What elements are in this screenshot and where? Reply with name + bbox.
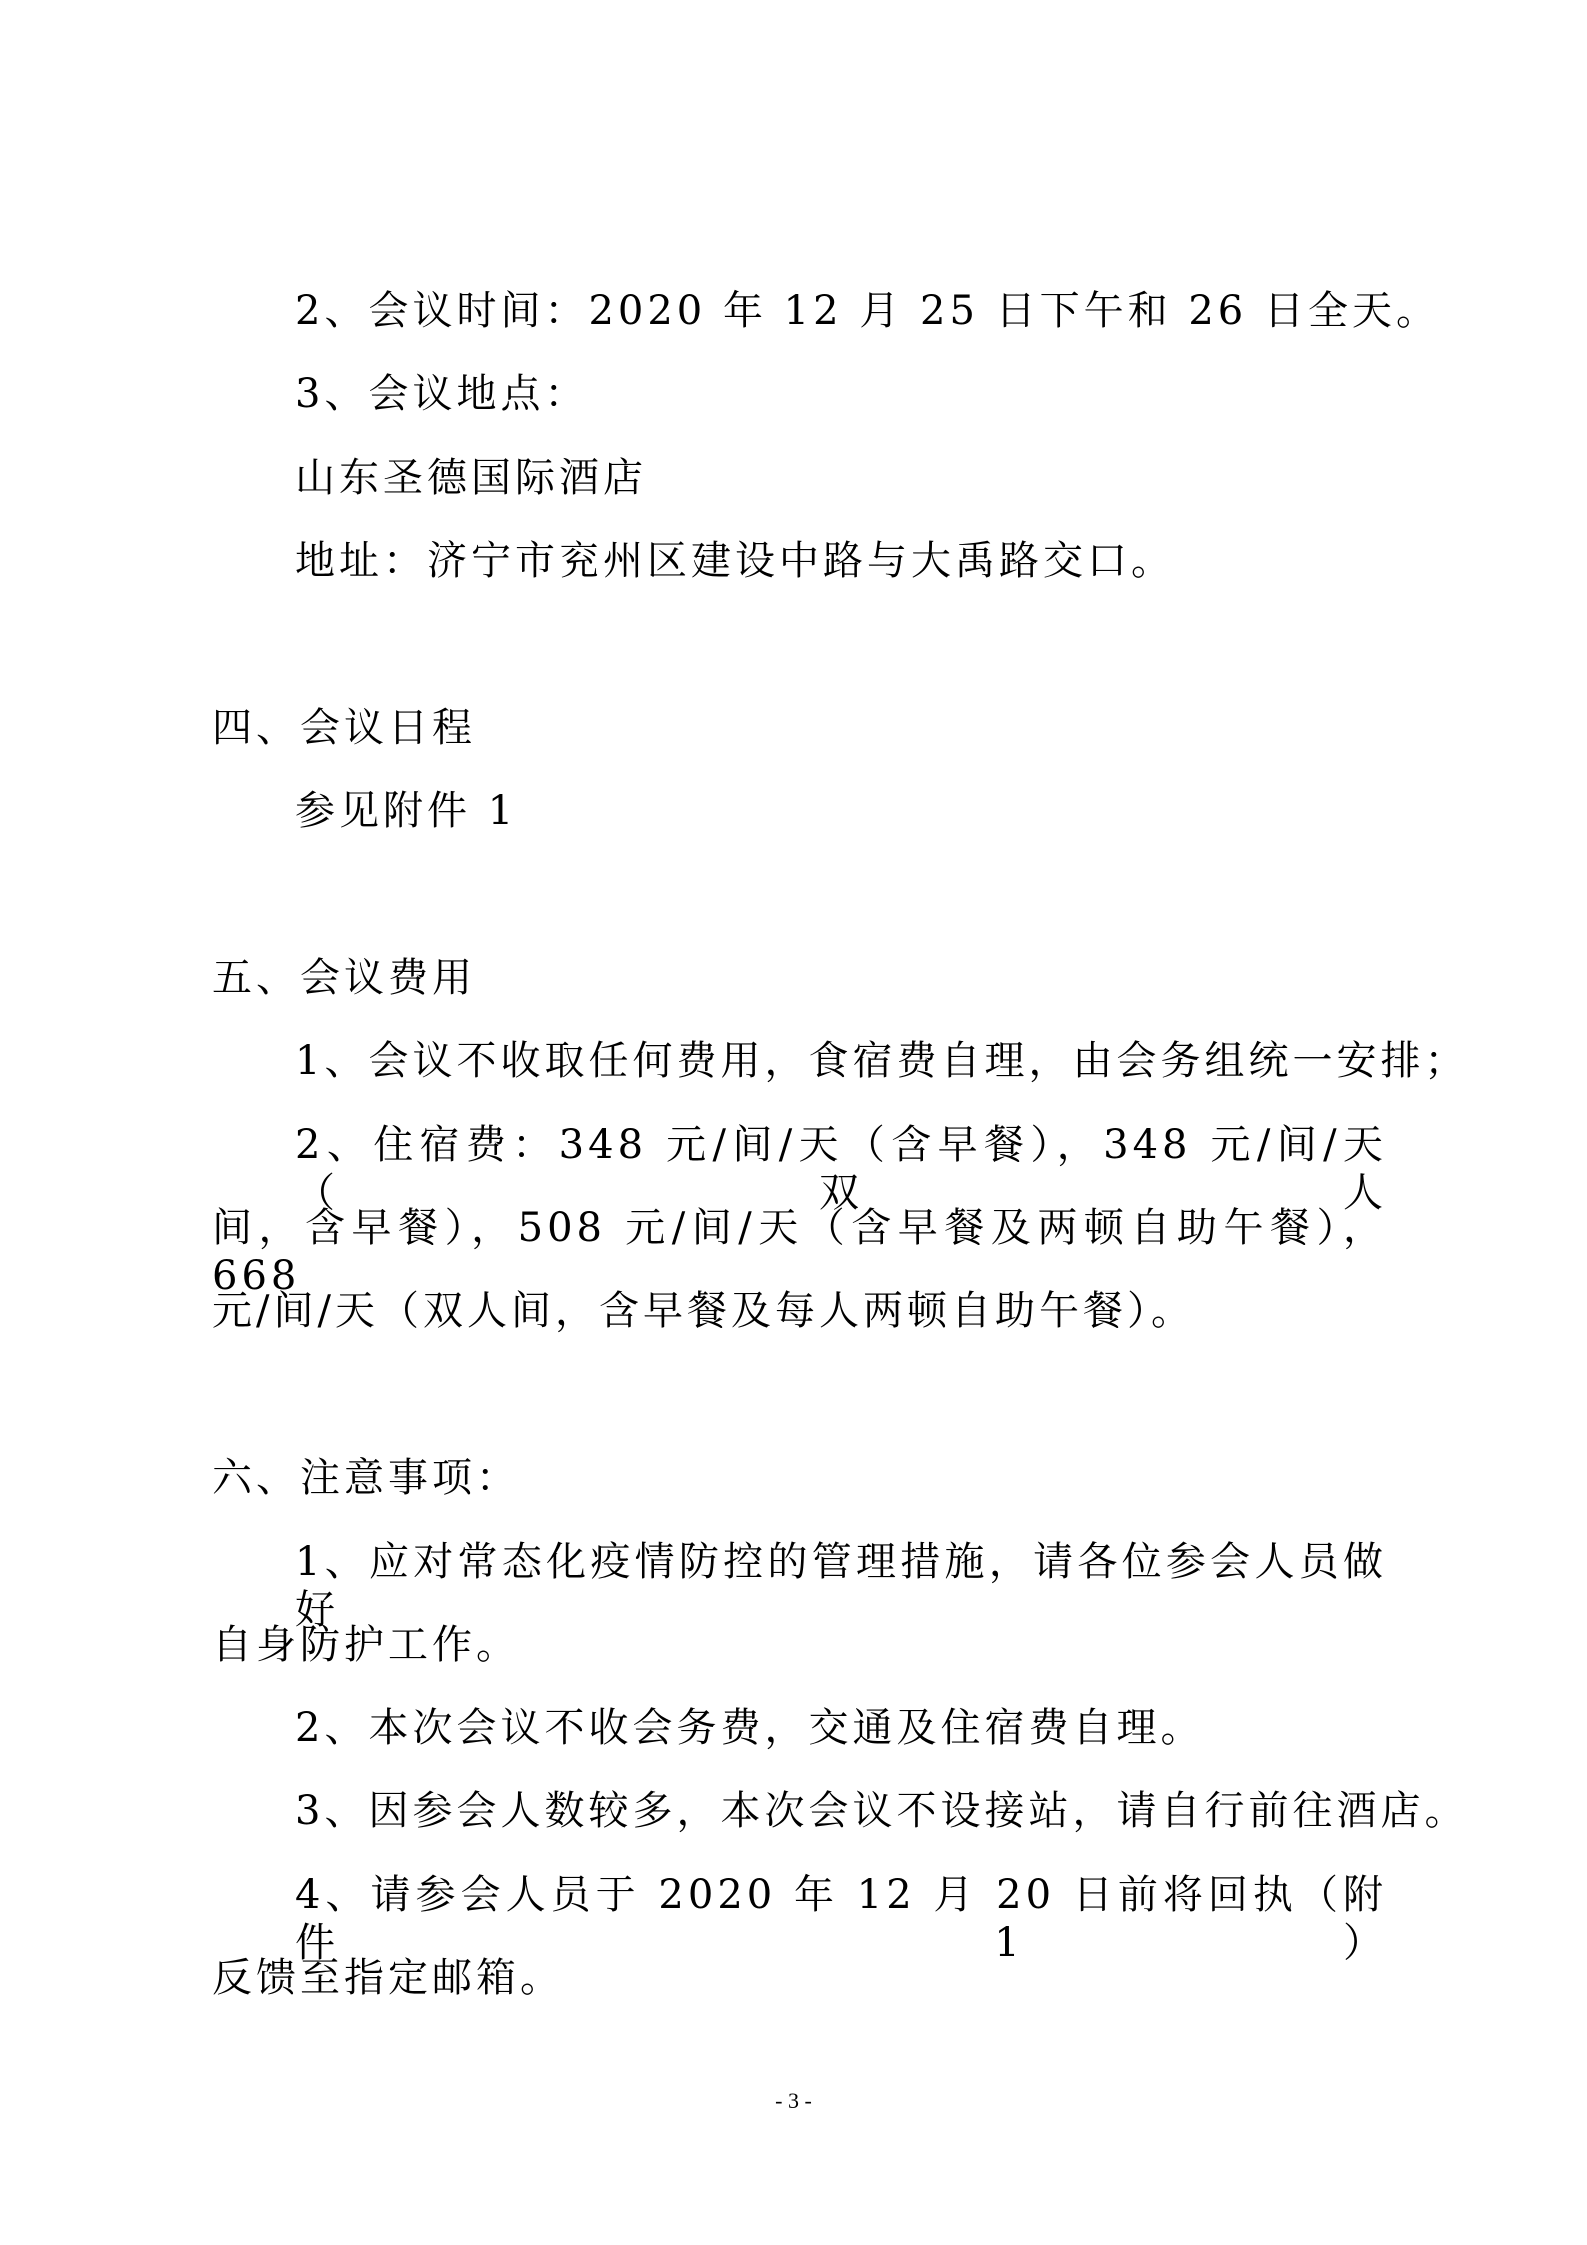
notes-item-3: 3、因参会人数较多，本次会议不设接站，请自行前往酒店。 — [295, 1788, 1469, 1834]
fees-item-1: 1、会议不收取任何费用，食宿费自理，由会务组统一安排； — [295, 1038, 1469, 1084]
schedule-reference: 参见附件 1 — [295, 788, 518, 834]
notes-item-2: 2、本次会议不收会务费，交通及住宿费自理。 — [295, 1705, 1205, 1751]
section-heading-fees: 五、会议费用 — [212, 955, 476, 1001]
fees-item-2-line-1: 2、住宿费：348 元/间/天（含早餐），348 元/间/天（双人 — [295, 1122, 1387, 1216]
section-heading-schedule: 四、会议日程 — [212, 705, 476, 751]
hotel-name: 山东圣德国际酒店 — [295, 455, 647, 501]
page-number: - 3 - — [775, 2088, 812, 2113]
notes-item-4-line-1: 4、请参会人员于 2020 年 12 月 20 日前将回执（附件 1） — [295, 1872, 1387, 1966]
notes-item-4-line-2: 反馈至指定邮箱。 — [212, 1955, 564, 2001]
fees-item-2-line-3: 元/间/天（双人间，含早餐及每人两顿自助午餐）。 — [212, 1288, 1195, 1334]
hotel-address: 地址：济宁市兖州区建设中路与大禹路交口。 — [295, 538, 1175, 584]
fees-item-2-line-2: 间，含早餐），508 元/间/天（含早餐及两顿自助午餐），668 — [212, 1205, 1387, 1299]
meeting-location-label: 3、会议地点： — [295, 371, 589, 417]
notes-item-1-line-1: 1、应对常态化疫情防控的管理措施，请各位参会人员做好 — [295, 1539, 1387, 1633]
notes-item-1-line-2: 自身防护工作。 — [212, 1622, 520, 1668]
meeting-time-line: 2、会议时间：2020 年 12 月 25 日下午和 26 日全天。 — [295, 288, 1440, 334]
section-heading-notes: 六、注意事项： — [212, 1455, 520, 1501]
